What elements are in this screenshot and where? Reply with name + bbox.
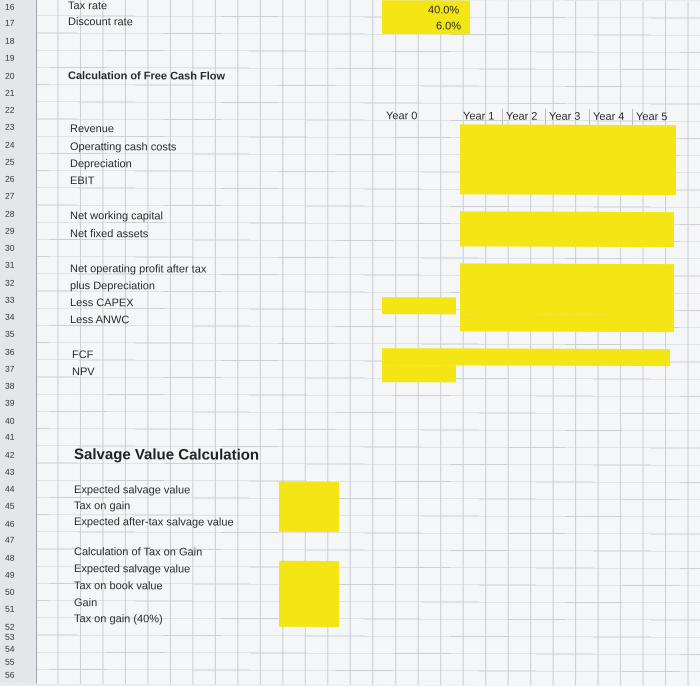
row-number[interactable]: 55 bbox=[5, 656, 15, 667]
less-anwc-label: Less ANWC bbox=[70, 314, 130, 327]
salvage-highlight[interactable] bbox=[279, 482, 339, 532]
row-number[interactable]: 41 bbox=[5, 431, 15, 442]
row-number[interactable]: 48 bbox=[5, 552, 15, 563]
year-1-header: Year 1 bbox=[463, 110, 495, 123]
year-divider bbox=[545, 109, 546, 125]
tax-on-gain-highlight[interactable] bbox=[279, 561, 339, 627]
gain-label: Gain bbox=[74, 597, 98, 610]
operating-costs-label: Operatting cash costs bbox=[70, 141, 177, 154]
row-number[interactable]: 38 bbox=[5, 380, 15, 391]
revenue-block-highlight[interactable] bbox=[460, 124, 676, 195]
year-0-header: Year 0 bbox=[386, 110, 418, 123]
row-number[interactable]: 37 bbox=[5, 363, 15, 374]
row-number[interactable]: 24 bbox=[5, 139, 15, 150]
row-number[interactable]: 52 bbox=[5, 621, 15, 632]
row-number[interactable]: 43 bbox=[5, 466, 15, 477]
row-number[interactable]: 32 bbox=[5, 277, 15, 288]
year-5-header: Year 5 bbox=[636, 110, 668, 124]
row-number[interactable]: 29 bbox=[5, 225, 15, 236]
calc-tax-on-gain-label: Calculation of Tax on Gain bbox=[74, 546, 203, 559]
year-divider bbox=[589, 109, 590, 125]
row-number[interactable]: 39 bbox=[5, 397, 15, 408]
row-number[interactable]: 19 bbox=[5, 52, 15, 63]
row-number[interactable]: 27 bbox=[5, 190, 15, 201]
discount-rate-value[interactable]: 6.0% bbox=[436, 20, 462, 33]
year-4-header: Year 4 bbox=[593, 110, 625, 123]
expected-salvage-value-label: Expected salvage value bbox=[74, 563, 191, 576]
row-number[interactable]: 31 bbox=[5, 259, 15, 270]
discount-rate-label: Discount rate bbox=[68, 16, 133, 29]
row-number[interactable]: 47 bbox=[5, 534, 15, 545]
row-number[interactable]: 17 bbox=[5, 17, 15, 28]
npv-highlight[interactable] bbox=[382, 365, 456, 382]
row-number[interactable]: 46 bbox=[5, 518, 15, 529]
row-number[interactable]: 51 bbox=[5, 603, 15, 614]
nwc-block-highlight[interactable] bbox=[460, 211, 674, 247]
nopat-label: Net operating profit after tax bbox=[70, 263, 207, 276]
row-number[interactable]: 20 bbox=[5, 70, 15, 81]
anwc-highlight[interactable] bbox=[460, 314, 630, 332]
row-header-column[interactable] bbox=[0, 0, 37, 684]
tax-rate-value[interactable]: 40.0% bbox=[428, 4, 460, 17]
row-number[interactable]: 44 bbox=[5, 483, 15, 494]
tax-rate-label: Tax rate bbox=[68, 0, 108, 13]
row-number[interactable]: 49 bbox=[5, 569, 15, 580]
row-number[interactable]: 54 bbox=[5, 643, 15, 654]
capex-year5-highlight[interactable] bbox=[630, 298, 674, 332]
year-3-header: Year 3 bbox=[549, 110, 581, 123]
row-number[interactable]: 53 bbox=[5, 631, 15, 642]
npv-label: NPV bbox=[72, 366, 95, 379]
row-number[interactable]: 35 bbox=[5, 328, 15, 339]
row-number[interactable]: 33 bbox=[5, 294, 15, 305]
capex-years-highlight[interactable] bbox=[460, 297, 630, 315]
row-number[interactable]: 26 bbox=[5, 173, 15, 184]
row-number[interactable]: 50 bbox=[5, 586, 15, 597]
row-number[interactable]: 22 bbox=[5, 104, 15, 115]
nopat-block-highlight[interactable] bbox=[460, 263, 674, 300]
fcf-label: FCF bbox=[72, 349, 94, 362]
fcf-title: Calculation of Free Cash Flow bbox=[68, 70, 226, 83]
row-number[interactable]: 18 bbox=[5, 35, 15, 46]
nwc-label: Net working capital bbox=[70, 210, 163, 223]
tax-on-book-value-label: Tax on book value bbox=[74, 580, 163, 593]
revenue-label: Revenue bbox=[70, 123, 115, 136]
row-number[interactable]: 36 bbox=[5, 346, 15, 357]
row-number[interactable]: 16 bbox=[5, 1, 15, 12]
less-capex-label: Less CAPEX bbox=[70, 297, 134, 310]
row-number[interactable]: 21 bbox=[5, 87, 15, 98]
row-number[interactable]: 25 bbox=[5, 156, 15, 167]
capex-year0-highlight[interactable] bbox=[382, 297, 456, 314]
row-number[interactable]: 34 bbox=[5, 311, 15, 322]
plus-depreciation-label: plus Depreciation bbox=[70, 280, 155, 293]
row-number[interactable]: 40 bbox=[5, 415, 15, 426]
year-2-header: Year 2 bbox=[506, 110, 538, 123]
row-number[interactable]: 23 bbox=[5, 121, 15, 132]
row-number[interactable]: 56 bbox=[5, 669, 15, 680]
expected-salvage-label: Expected salvage value bbox=[74, 484, 191, 497]
net-fixed-assets-label: Net fixed assets bbox=[70, 228, 149, 241]
tax-on-gain-40-label: Tax on gain (40%) bbox=[74, 613, 163, 626]
fcf-highlight[interactable] bbox=[382, 348, 670, 366]
year-divider bbox=[632, 109, 633, 125]
row-number[interactable]: 42 bbox=[5, 449, 15, 460]
depreciation-label: Depreciation bbox=[70, 158, 132, 171]
row-number[interactable]: 28 bbox=[5, 208, 15, 219]
row-number[interactable]: 45 bbox=[5, 500, 15, 511]
row-number[interactable]: 30 bbox=[5, 242, 15, 253]
salvage-title: Salvage Value Calculation bbox=[74, 446, 260, 464]
tax-on-gain-label: Tax on gain bbox=[74, 500, 131, 513]
year-divider bbox=[502, 109, 503, 125]
ebit-label: EBIT bbox=[70, 175, 95, 188]
after-tax-salvage-label: Expected after-tax salvage value bbox=[74, 516, 234, 529]
